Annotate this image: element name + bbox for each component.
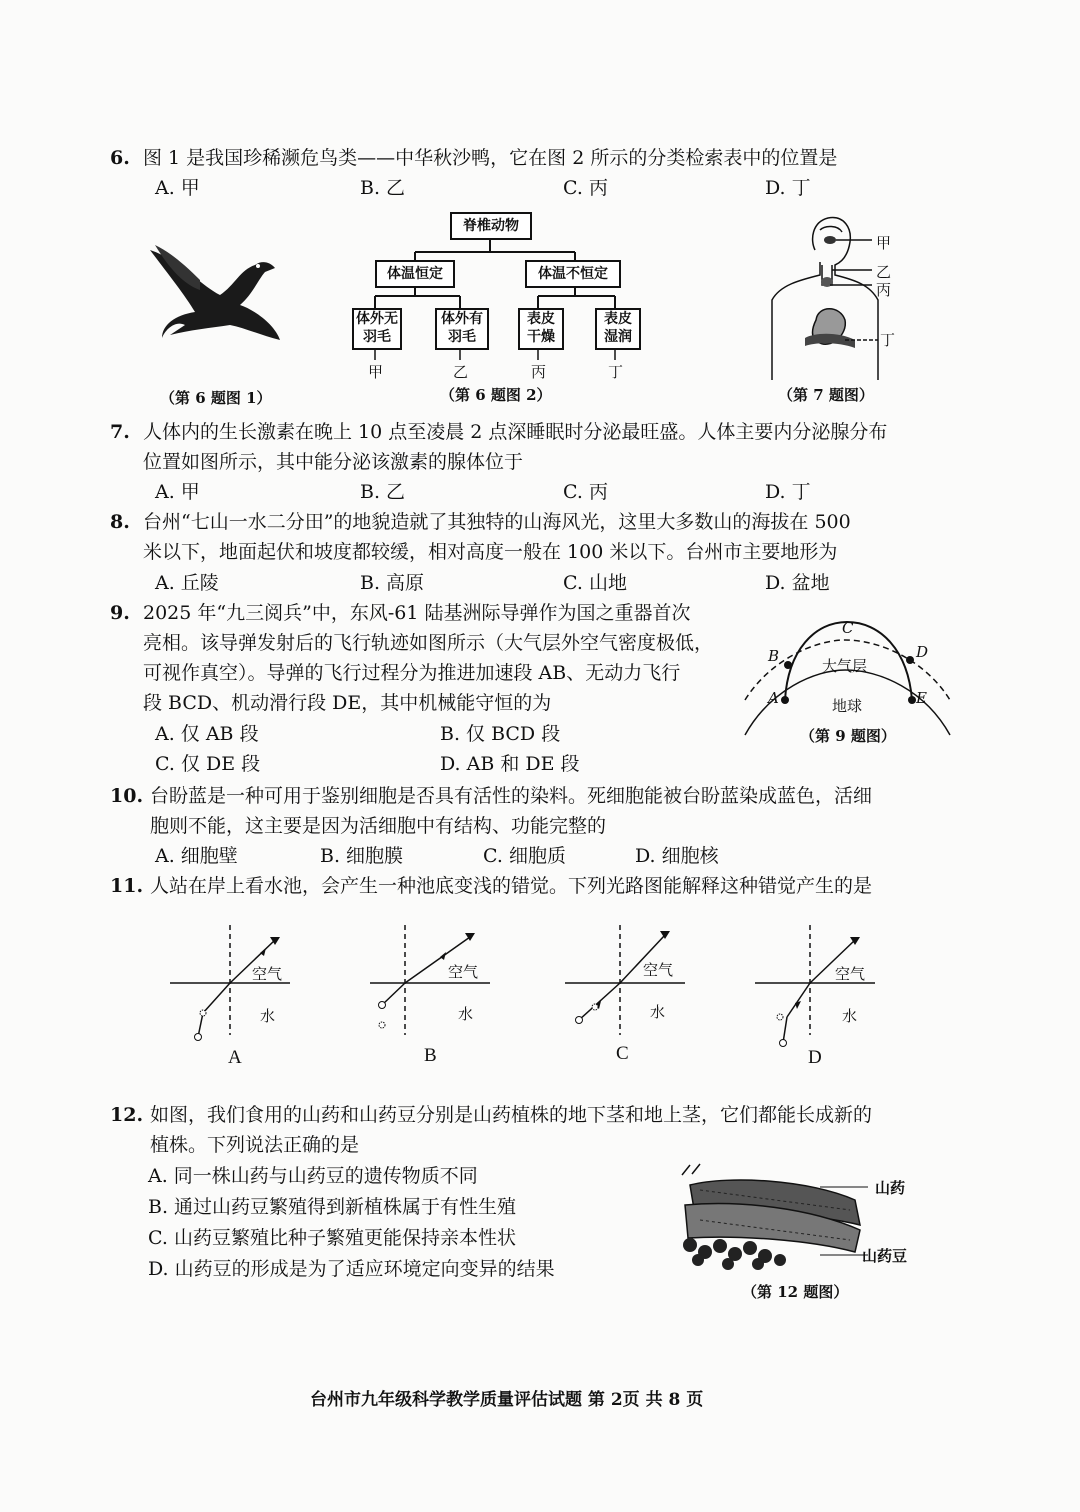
q9-point-b: B — [768, 647, 780, 665]
q10-option-c: C. 细胞质 — [483, 845, 566, 867]
ray-label-a: A — [228, 1047, 242, 1068]
key-label-ding: 丁 — [608, 363, 624, 381]
key-leaf-no-feathers — [352, 308, 402, 350]
ray-diagram-c — [565, 925, 695, 1045]
q6-option-c: C. 丙 — [563, 177, 608, 199]
q10-stem-line1: 台盼蓝是一种可用于鉴别细胞是否具有活性的染料。死细胞能被台盼蓝染成蓝色，活细 — [150, 785, 873, 807]
q6-option-d: D. 丁 — [765, 177, 811, 199]
q10-stem-line2: 胞则不能，这主要是因为活细胞中有结构、功能完整的 — [150, 815, 607, 837]
q6-stem: 图 1 是我国珍稀濒危鸟类——中华秋沙鸭，它在图 2 所示的分类检索表中的位置是 — [143, 147, 838, 169]
ray-b-water-label: 水 — [458, 1005, 474, 1023]
q9-atmosphere-label: 大气层 — [822, 657, 868, 675]
yam-figure — [670, 1160, 870, 1270]
q9-point-d: D — [916, 643, 929, 661]
q9-option-d: D. AB 和 DE 段 — [440, 753, 580, 775]
q12-number: 12. — [110, 1104, 144, 1126]
q7-number: 7. — [110, 421, 130, 443]
q8-option-a: A. 丘陵 — [155, 572, 219, 594]
ray-label-b: B — [424, 1045, 437, 1066]
ray-label-c: C — [616, 1043, 629, 1064]
key-warm-blooded: 体温恒定 — [375, 260, 455, 288]
ray-label-d: D — [808, 1047, 822, 1068]
key-label-yi: 乙 — [453, 363, 469, 381]
q12-label-yam-bean: 山药豆 — [862, 1247, 908, 1265]
ray-c-water-label: 水 — [650, 1003, 666, 1021]
q9-stem-line4: 段 BCD、机动滑行段 DE，其中机械能守恒的为 — [143, 692, 552, 714]
q10-number: 10. — [110, 785, 144, 807]
q6-option-a: A. 甲 — [155, 177, 200, 199]
q9-option-b: B. 仅 BCD 段 — [440, 723, 561, 745]
ray-d-air-label: 空气 — [835, 965, 866, 983]
q12-fig-caption: （第 12 题图） — [742, 1283, 849, 1301]
q12-option-a: A. 同一株山药与山药豆的遗传物质不同 — [148, 1165, 478, 1187]
key-leaf-feathers — [435, 308, 489, 350]
q11-stem: 人站在岸上看水池，会产生一种池底变浅的错觉。下列光路图能解释这种错觉产生的是 — [150, 875, 873, 897]
q10-option-d: D. 细胞核 — [635, 845, 719, 867]
q9-earth-label: 地球 — [832, 697, 863, 715]
key-leaf3-line1: 表皮 — [527, 311, 555, 327]
q7-fig-label-bing: 丙 — [876, 281, 892, 299]
q8-option-b: B. 高原 — [360, 572, 425, 594]
merganser-duck-figure — [140, 240, 290, 350]
q12-option-b: B. 通过山药豆繁殖得到新植株属于有性生殖 — [148, 1196, 517, 1218]
q7-fig-caption: （第 7 题图） — [778, 386, 874, 404]
ray-a-air-label: 空气 — [252, 965, 283, 983]
key-leaf4-line2: 湿润 — [604, 329, 632, 345]
q8-stem-line1: 台州“七山一水二分田”的地貌造就了其独特的山海风光，这里大多数山的海拔在 500 — [143, 511, 851, 533]
key-leaf4-line1: 表皮 — [604, 311, 632, 327]
q6-fig2-caption: （第 6 题图 2） — [440, 386, 552, 404]
q8-number: 8. — [110, 511, 130, 533]
key-leaf-moist-skin — [595, 308, 641, 350]
human-endocrine-figure — [760, 210, 890, 385]
key-leaf2-line2: 羽毛 — [448, 329, 476, 345]
q6-number: 6. — [110, 147, 130, 169]
q8-stem-line2: 米以下，地面起伏和坡度都较缓，相对高度一般在 100 米以下。台州市主要地形为 — [143, 541, 838, 563]
q6-fig1-caption: （第 6 题图 1） — [160, 389, 272, 407]
q12-option-d: D. 山药豆的形成是为了适应环境定向变异的结果 — [148, 1258, 555, 1280]
ray-d-water-label: 水 — [842, 1007, 858, 1025]
ray-diagram-d — [755, 925, 885, 1045]
ray-b-air-label: 空气 — [448, 963, 479, 981]
q8-option-d: D. 盆地 — [765, 572, 830, 594]
page-footer: 台州市九年级科学教学质量评估试题 第 2页 共 8 页 — [310, 1390, 704, 1410]
key-leaf1-line2: 羽毛 — [363, 329, 391, 345]
q7-fig-label-jia: 甲 — [876, 234, 892, 252]
q12-option-c: C. 山药豆繁殖比种子繁殖更能保持亲本性状 — [148, 1227, 516, 1249]
q9-point-a: A — [768, 689, 779, 707]
q12-stem-line1: 如图，我们食用的山药和山药豆分别是山药植株的地下茎和地上茎，它们都能长成新的 — [150, 1104, 873, 1126]
key-leaf2-line1: 体外有 — [441, 311, 483, 327]
q11-number: 11. — [110, 875, 144, 897]
q9-stem-line3: 可视作真空）。导弹的飞行过程分为推进加速段 AB、无动力飞行 — [143, 662, 681, 684]
q7-stem-line2: 位置如图所示，其中能分泌该激素的腺体位于 — [143, 451, 524, 473]
q8-option-c: C. 山地 — [563, 572, 627, 594]
q12-label-yam: 山药 — [875, 1179, 906, 1197]
q9-option-a: A. 仅 AB 段 — [155, 723, 259, 745]
ray-a-water-label: 水 — [260, 1007, 276, 1025]
key-root-vertebrates: 脊椎动物 — [450, 212, 532, 240]
q10-option-b: B. 细胞膜 — [320, 845, 404, 867]
q10-option-a: A. 细胞壁 — [155, 845, 238, 867]
key-leaf-dry-skin — [518, 308, 564, 350]
q7-option-a: A. 甲 — [155, 481, 200, 503]
q7-fig-label-ding: 丁 — [880, 331, 896, 349]
q7-option-d: D. 丁 — [765, 481, 811, 503]
key-leaf1-line1: 体外无 — [356, 311, 398, 327]
q7-option-c: C. 丙 — [563, 481, 608, 503]
key-label-jia: 甲 — [368, 363, 384, 381]
q7-fig-label-yi: 乙 — [876, 263, 892, 281]
q12-stem-line2: 植株。下列说法正确的是 — [150, 1134, 360, 1156]
q7-option-b: B. 乙 — [360, 481, 406, 503]
q9-point-c: C — [842, 619, 854, 637]
q9-stem-line2: 亮相。该导弹发射后的飞行轨迹如图所示（大气层外空气密度极低， — [143, 632, 714, 654]
q9-number: 9. — [110, 602, 130, 624]
key-leaf3-line2: 干燥 — [527, 329, 555, 345]
ray-c-air-label: 空气 — [643, 961, 674, 979]
key-label-bing: 丙 — [531, 363, 547, 381]
q9-point-e: E — [916, 689, 927, 707]
q9-fig-caption: （第 9 题图） — [800, 727, 896, 745]
q6-option-b: B. 乙 — [360, 177, 406, 199]
ray-diagram-b — [370, 925, 500, 1045]
q9-stem-line1: 2025 年“九三阅兵”中，东风-61 陆基洲际导弹作为国之重器首次 — [143, 602, 691, 624]
key-cold-blooded: 体温不恒定 — [525, 260, 621, 288]
q7-stem-line1: 人体内的生长激素在晚上 10 点至凌晨 2 点深睡眠时分泌最旺盛。人体主要内分泌腺分布 — [143, 421, 888, 443]
q9-option-c: C. 仅 DE 段 — [155, 753, 261, 775]
